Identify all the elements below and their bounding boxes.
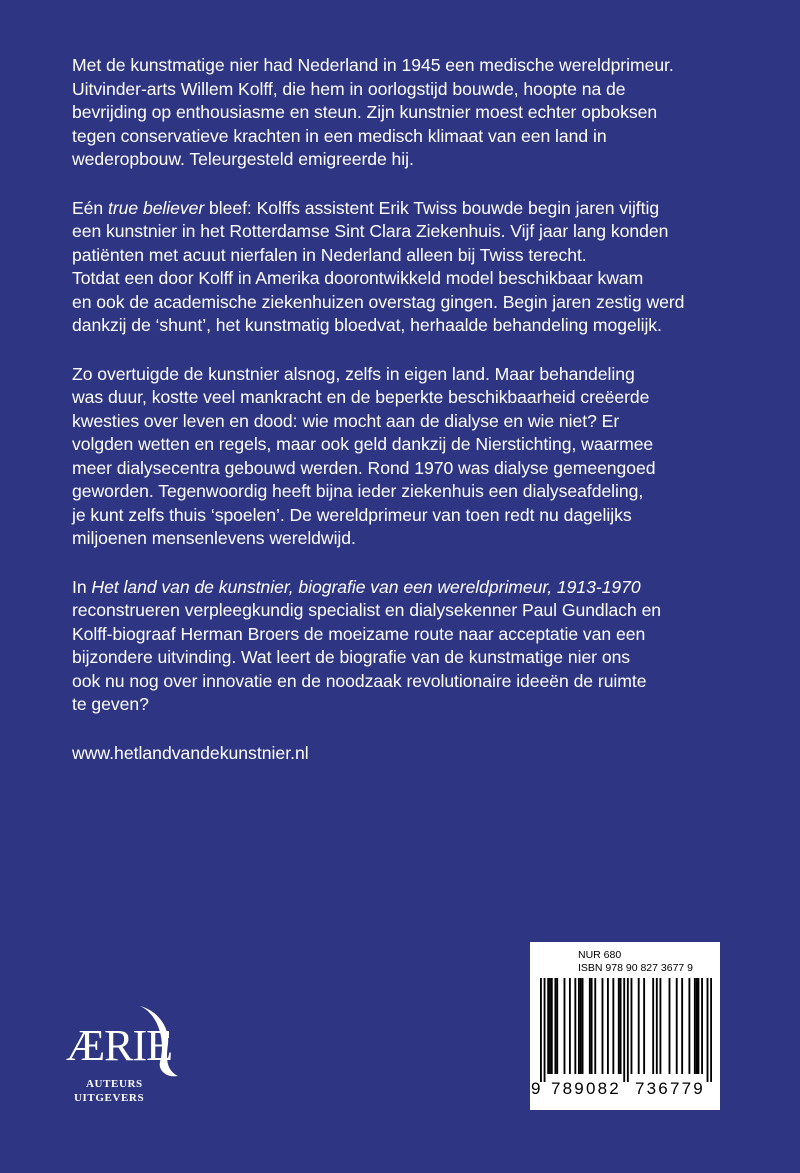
barcode-bar bbox=[612, 978, 614, 1074]
barcode-bar bbox=[564, 978, 566, 1074]
text-line: en ook de academische ziekenhuizen overstag gingen. Begin jaren zestig werd bbox=[72, 291, 685, 312]
text-line: volgden wetten en regels, maar ook geld dankzij de Nierstichting, waarmee bbox=[72, 434, 654, 454]
barcode-bar bbox=[688, 978, 690, 1074]
text-line: reconstrueren verpleegkundig specialist en dialysekenner Paul Gundlach en bbox=[72, 600, 662, 620]
barcode-bar bbox=[580, 978, 582, 1074]
text-line: meer dialysecentra gebouwd werden. Rond 1970 was dialyse gemeengoed bbox=[72, 457, 656, 478]
barcode-bar bbox=[551, 978, 553, 1074]
text-line: dankzij de ‘shunt’, het kunstmatig bloedvat, herhaalde behandeling mogelijk. bbox=[72, 315, 662, 335]
book-title-italic: Het land van de kunstnier, biografie van een wereldprimeur, 1913-1970 bbox=[91, 576, 641, 597]
text-line: kwesties over leven en dood: wie mocht aan de dialyse en wie niet? Er bbox=[72, 410, 620, 431]
paragraph-3 bbox=[72, 363, 740, 551]
barcode-bar bbox=[620, 978, 622, 1074]
text-line: Zo overtuigde de kunstnier alsnog, zelfs in eigen land. Maar behandeling bbox=[72, 363, 635, 384]
text-line bbox=[72, 197, 740, 221]
barcode-bar bbox=[694, 978, 696, 1074]
barcode-bar bbox=[556, 978, 558, 1074]
barcode-bar bbox=[710, 978, 712, 1082]
barcode-bar bbox=[652, 978, 654, 1074]
text-line: een kunstnier in het Rotterdamse Sint Clara Ziekenhuis. Vijf jaar lang konden bbox=[72, 221, 669, 241]
barcode-bar bbox=[547, 978, 549, 1074]
barcode-left-digits: 789082 bbox=[551, 1079, 621, 1098]
barcode-bar bbox=[701, 978, 703, 1074]
isbn-number: ISBN 978 90 827 3677 9 bbox=[578, 962, 694, 974]
barcode-bar bbox=[594, 978, 596, 1074]
barcode-bar bbox=[707, 978, 709, 1082]
barcode-bar bbox=[602, 978, 604, 1074]
text-run: In bbox=[72, 576, 92, 597]
barcode-bar bbox=[591, 978, 593, 1074]
website-url[interactable]: www.hetlandvandekunstnier.nl bbox=[72, 742, 309, 763]
italic-phrase: true believer bbox=[108, 197, 205, 218]
barcode-bar bbox=[627, 978, 629, 1082]
text-line: Kolff-biograaf Herman Broers de moeizame route naar acceptatie van een bbox=[72, 623, 646, 644]
text-line: te geven? bbox=[72, 694, 149, 714]
text-line: bijzondere uitvinding. Wat leert de biografie van de kunstmatige nier ons bbox=[72, 647, 631, 667]
paragraph-4 bbox=[72, 576, 740, 717]
barcode-bar bbox=[549, 978, 551, 1074]
text-line: ook nu nog over innovatie en de noodzaak revolutionaire ideeën de ruimte bbox=[72, 670, 647, 691]
barcode-bar bbox=[540, 978, 542, 1082]
text-line: miljoenen mensenlevens wereldwijd. bbox=[72, 528, 356, 548]
barcode-bar bbox=[656, 978, 658, 1074]
nur-code: NUR 680 bbox=[578, 949, 622, 961]
barcode-bar bbox=[582, 978, 584, 1074]
text-line: patiënten met acuut nierfalen in Nederland alleen bij Twiss terecht. bbox=[72, 244, 587, 265]
barcode-bar bbox=[681, 978, 683, 1074]
logo-wordmark: ÆRIE bbox=[66, 1021, 172, 1070]
text-run: bleef: Kolffs assistent Erik Twiss bouwde begin jaren vijftig bbox=[204, 197, 660, 218]
barcode-right-digits: 736779 bbox=[635, 1079, 705, 1098]
text-run: Eén bbox=[72, 197, 108, 218]
text-line: Totdat een door Kolff in Amerika doorontwikkeld model beschikbaar kwam bbox=[72, 268, 644, 288]
paragraph-2 bbox=[72, 197, 740, 338]
barcode-bar bbox=[698, 978, 700, 1074]
barcode-bar bbox=[569, 978, 571, 1074]
barcode-bar bbox=[631, 978, 633, 1074]
barcode-bar bbox=[659, 978, 661, 1074]
text-line: geworden. Tegenwoordig heeft bijna ieder ziekenhuis een dialyseafdeling, bbox=[72, 481, 644, 501]
text-line: bevrijding op enthousiasme en steun. Zijn kunstnier moest echter opboksen bbox=[72, 102, 658, 122]
barcode-bar bbox=[669, 978, 671, 1074]
barcode-bar bbox=[544, 978, 546, 1082]
barcode-bar bbox=[676, 978, 678, 1074]
paragraph-1 bbox=[72, 54, 740, 172]
publisher-logo bbox=[66, 1000, 190, 1115]
barcode-bar bbox=[578, 978, 580, 1074]
text-line bbox=[72, 576, 740, 600]
isbn-barcode bbox=[530, 942, 720, 1110]
text-line: was duur, kostte veel mankracht en de beperkte beschikbaarheid creëerde bbox=[72, 387, 650, 407]
barcode-bar bbox=[618, 978, 620, 1074]
barcode-bar bbox=[574, 978, 576, 1074]
barcode-bar bbox=[607, 978, 609, 1074]
text-line: Met de kunstmatige nier had Nederland in 1945 een medische wereldprimeur. bbox=[72, 55, 674, 75]
barcode-bars bbox=[540, 978, 712, 1082]
text-line: Uitvinder-arts Willem Kolff, die hem in oorlogstijd bouwde, hoopte na de bbox=[72, 78, 626, 99]
text-line: tegen conservatieve krachten in een medisch klimaat van een land in bbox=[72, 125, 607, 146]
barcode-bar bbox=[696, 978, 698, 1074]
barcode-bar bbox=[623, 978, 625, 1082]
barcode-first-digit: 9 bbox=[531, 1079, 541, 1098]
barcode-bar bbox=[589, 978, 591, 1074]
logo-line-auteurs: AUTEURS bbox=[86, 1078, 143, 1090]
barcode-bar bbox=[643, 978, 645, 1074]
logo-line-uitgevers: UITGEVERS bbox=[74, 1092, 145, 1104]
barcode-bar bbox=[554, 978, 556, 1074]
text-line: je kunt zelfs thuis ‘spoelen’. De wereldprimeur van toen redt nu dagelijks bbox=[72, 504, 632, 525]
back-cover-text bbox=[72, 54, 740, 765]
text-line: wederopbouw. Teleurgesteld emigreerde hij. bbox=[72, 149, 414, 169]
barcode-bar bbox=[638, 978, 640, 1074]
